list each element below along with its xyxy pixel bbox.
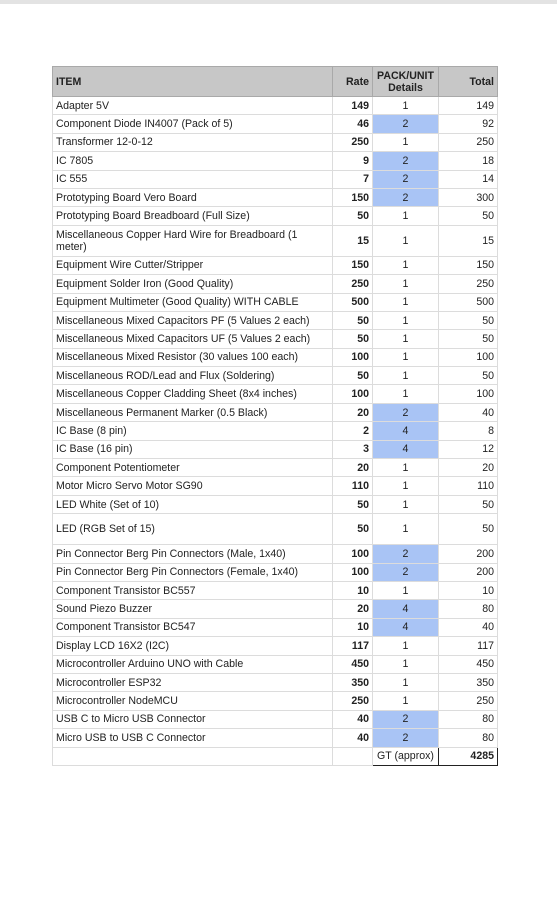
item-cell: Microcontroller NodeMCU bbox=[53, 692, 333, 710]
pack-cell: 1 bbox=[373, 97, 439, 115]
item-cell: IC Base (16 pin) bbox=[53, 440, 333, 458]
rate-cell: 40 bbox=[333, 710, 373, 728]
pack-cell: 1 bbox=[373, 330, 439, 348]
table-row bbox=[53, 637, 498, 655]
table-row bbox=[53, 655, 498, 673]
gt-empty-rate bbox=[333, 747, 373, 765]
total-cell: 200 bbox=[439, 545, 498, 563]
pack-cell: 2 bbox=[373, 188, 439, 206]
rate-cell: 100 bbox=[333, 385, 373, 403]
item-cell: Display LCD 16X2 (I2C) bbox=[53, 637, 333, 655]
item-cell: IC Base (8 pin) bbox=[53, 422, 333, 440]
rate-cell: 50 bbox=[333, 330, 373, 348]
table-row bbox=[53, 729, 498, 747]
total-cell: 12 bbox=[439, 440, 498, 458]
table-row bbox=[53, 440, 498, 458]
item-cell: Component Potentiometer bbox=[53, 459, 333, 477]
item-cell: IC 7805 bbox=[53, 152, 333, 170]
table-row bbox=[53, 330, 498, 348]
table-row bbox=[53, 514, 498, 545]
pack-cell: 4 bbox=[373, 600, 439, 618]
pack-cell: 2 bbox=[373, 563, 439, 581]
total-cell: 92 bbox=[439, 115, 498, 133]
total-cell: 15 bbox=[439, 225, 498, 256]
rate-cell: 450 bbox=[333, 655, 373, 673]
table-row bbox=[53, 188, 498, 206]
item-cell: Equipment Solder Iron (Good Quality) bbox=[53, 275, 333, 293]
header-pack-unit bbox=[373, 67, 439, 97]
header-pack-line1: PACK/UNIT bbox=[377, 69, 434, 82]
table-row bbox=[53, 115, 498, 133]
bill-of-materials-table bbox=[52, 66, 498, 766]
total-cell: 250 bbox=[439, 133, 498, 151]
rate-cell: 50 bbox=[333, 367, 373, 385]
gt-empty-item bbox=[53, 747, 333, 765]
table-row bbox=[53, 97, 498, 115]
pack-cell: 2 bbox=[373, 170, 439, 188]
rate-cell: 50 bbox=[333, 514, 373, 545]
total-cell: 80 bbox=[439, 710, 498, 728]
table-row bbox=[53, 367, 498, 385]
item-cell: Prototyping Board Vero Board bbox=[53, 188, 333, 206]
item-cell: Micro USB to USB C Connector bbox=[53, 729, 333, 747]
total-cell: 100 bbox=[439, 385, 498, 403]
rate-cell: 9 bbox=[333, 152, 373, 170]
total-cell: 80 bbox=[439, 729, 498, 747]
item-cell: Miscellaneous Copper Cladding Sheet (8x4 inches) bbox=[53, 385, 333, 403]
table-row bbox=[53, 225, 498, 256]
rate-cell: 110 bbox=[333, 477, 373, 495]
total-cell: 110 bbox=[439, 477, 498, 495]
pack-cell: 1 bbox=[373, 655, 439, 673]
item-cell: USB C to Micro USB Connector bbox=[53, 710, 333, 728]
header-total: Total bbox=[439, 67, 498, 97]
grand-total-value: 4285 bbox=[439, 747, 498, 765]
rate-cell: 7 bbox=[333, 170, 373, 188]
total-cell: 20 bbox=[439, 459, 498, 477]
item-cell: Motor Micro Servo Motor SG90 bbox=[53, 477, 333, 495]
total-cell: 80 bbox=[439, 600, 498, 618]
pack-cell: 1 bbox=[373, 385, 439, 403]
item-cell: Equipment Wire Cutter/Stripper bbox=[53, 256, 333, 274]
total-cell: 150 bbox=[439, 256, 498, 274]
rate-cell: 20 bbox=[333, 600, 373, 618]
pack-cell: 2 bbox=[373, 710, 439, 728]
total-cell: 40 bbox=[439, 403, 498, 421]
table-row bbox=[53, 600, 498, 618]
pack-cell: 1 bbox=[373, 275, 439, 293]
pack-cell: 2 bbox=[373, 545, 439, 563]
table-row bbox=[53, 275, 498, 293]
table-row bbox=[53, 348, 498, 366]
header-item: ITEM bbox=[53, 67, 333, 97]
grand-total-row bbox=[53, 747, 498, 765]
table-row bbox=[53, 293, 498, 311]
table-row bbox=[53, 256, 498, 274]
rate-cell: 250 bbox=[333, 692, 373, 710]
rate-cell: 3 bbox=[333, 440, 373, 458]
table-row bbox=[53, 581, 498, 599]
item-cell: LED White (Set of 10) bbox=[53, 495, 333, 513]
table-row bbox=[53, 692, 498, 710]
rate-cell: 2 bbox=[333, 422, 373, 440]
total-cell: 300 bbox=[439, 188, 498, 206]
pack-cell: 1 bbox=[373, 133, 439, 151]
rate-cell: 50 bbox=[333, 207, 373, 225]
table-row bbox=[53, 673, 498, 691]
total-cell: 50 bbox=[439, 514, 498, 545]
pack-cell: 1 bbox=[373, 293, 439, 311]
item-cell: Miscellaneous Mixed Capacitors UF (5 Values 2 each) bbox=[53, 330, 333, 348]
rate-cell: 250 bbox=[333, 133, 373, 151]
rate-cell: 40 bbox=[333, 729, 373, 747]
pack-cell: 1 bbox=[373, 207, 439, 225]
total-cell: 18 bbox=[439, 152, 498, 170]
item-cell: Component Transistor BC547 bbox=[53, 618, 333, 636]
pack-cell: 1 bbox=[373, 256, 439, 274]
item-cell: IC 555 bbox=[53, 170, 333, 188]
pack-cell: 1 bbox=[373, 692, 439, 710]
table-row bbox=[53, 477, 498, 495]
total-cell: 117 bbox=[439, 637, 498, 655]
table-row bbox=[53, 563, 498, 581]
item-cell: Miscellaneous Mixed Capacitors PF (5 Values 2 each) bbox=[53, 311, 333, 329]
pack-cell: 4 bbox=[373, 422, 439, 440]
total-cell: 40 bbox=[439, 618, 498, 636]
rate-cell: 117 bbox=[333, 637, 373, 655]
total-cell: 10 bbox=[439, 581, 498, 599]
rate-cell: 50 bbox=[333, 311, 373, 329]
table-row bbox=[53, 710, 498, 728]
rate-cell: 46 bbox=[333, 115, 373, 133]
total-cell: 250 bbox=[439, 692, 498, 710]
rate-cell: 100 bbox=[333, 563, 373, 581]
total-cell: 50 bbox=[439, 495, 498, 513]
item-cell: Miscellaneous Permanent Marker (0.5 Black) bbox=[53, 403, 333, 421]
pack-cell: 2 bbox=[373, 403, 439, 421]
total-cell: 8 bbox=[439, 422, 498, 440]
pack-cell: 4 bbox=[373, 440, 439, 458]
pack-cell: 1 bbox=[373, 637, 439, 655]
item-cell: Prototyping Board Breadboard (Full Size) bbox=[53, 207, 333, 225]
total-cell: 50 bbox=[439, 330, 498, 348]
item-cell: Sound Piezo Buzzer bbox=[53, 600, 333, 618]
rate-cell: 20 bbox=[333, 459, 373, 477]
header-pack-line2: Details bbox=[388, 81, 423, 94]
rate-cell: 100 bbox=[333, 545, 373, 563]
total-cell: 100 bbox=[439, 348, 498, 366]
item-cell: Miscellaneous ROD/Lead and Flux (Soldering) bbox=[53, 367, 333, 385]
pack-cell: 1 bbox=[373, 477, 439, 495]
total-cell: 149 bbox=[439, 97, 498, 115]
item-cell: Equipment Multimeter (Good Quality) WITH CABLE bbox=[53, 293, 333, 311]
pack-cell: 1 bbox=[373, 367, 439, 385]
total-cell: 200 bbox=[439, 563, 498, 581]
rate-cell: 150 bbox=[333, 256, 373, 274]
table-row bbox=[53, 422, 498, 440]
pack-cell: 1 bbox=[373, 495, 439, 513]
total-cell: 500 bbox=[439, 293, 498, 311]
table-row bbox=[53, 133, 498, 151]
total-cell: 250 bbox=[439, 275, 498, 293]
table-row bbox=[53, 459, 498, 477]
pack-cell: 1 bbox=[373, 311, 439, 329]
item-cell: Pin Connector Berg Pin Connectors (Female, 1x40) bbox=[53, 563, 333, 581]
total-cell: 50 bbox=[439, 311, 498, 329]
table-row bbox=[53, 207, 498, 225]
table-row bbox=[53, 170, 498, 188]
item-cell: Miscellaneous Copper Hard Wire for Breadboard (1 meter) bbox=[53, 225, 333, 256]
total-cell: 14 bbox=[439, 170, 498, 188]
rate-cell: 250 bbox=[333, 275, 373, 293]
header-rate: Rate bbox=[333, 67, 373, 97]
rate-cell: 10 bbox=[333, 618, 373, 636]
pack-cell: 1 bbox=[373, 225, 439, 256]
rate-cell: 10 bbox=[333, 581, 373, 599]
item-cell: Microcontroller Arduino UNO with Cable bbox=[53, 655, 333, 673]
table-row bbox=[53, 495, 498, 513]
item-cell: Transformer 12-0-12 bbox=[53, 133, 333, 151]
item-cell: Pin Connector Berg Pin Connectors (Male, 1x40) bbox=[53, 545, 333, 563]
table-row bbox=[53, 385, 498, 403]
table-row bbox=[53, 403, 498, 421]
rate-cell: 149 bbox=[333, 97, 373, 115]
pack-cell: 1 bbox=[373, 514, 439, 545]
item-cell: Component Diode IN4007 (Pack of 5) bbox=[53, 115, 333, 133]
grand-total-label: GT (approx) bbox=[373, 747, 439, 765]
rate-cell: 15 bbox=[333, 225, 373, 256]
table-row bbox=[53, 545, 498, 563]
rate-cell: 20 bbox=[333, 403, 373, 421]
item-cell: Adapter 5V bbox=[53, 97, 333, 115]
rate-cell: 100 bbox=[333, 348, 373, 366]
pack-cell: 4 bbox=[373, 618, 439, 636]
header-row bbox=[53, 67, 498, 97]
rate-cell: 500 bbox=[333, 293, 373, 311]
total-cell: 350 bbox=[439, 673, 498, 691]
pack-cell: 2 bbox=[373, 115, 439, 133]
rate-cell: 350 bbox=[333, 673, 373, 691]
item-cell: Component Transistor BC557 bbox=[53, 581, 333, 599]
pack-cell: 2 bbox=[373, 152, 439, 170]
top-border bbox=[0, 0, 557, 4]
rate-cell: 50 bbox=[333, 495, 373, 513]
total-cell: 450 bbox=[439, 655, 498, 673]
item-cell: Microcontroller ESP32 bbox=[53, 673, 333, 691]
item-cell: LED (RGB Set of 15) bbox=[53, 514, 333, 545]
pack-cell: 1 bbox=[373, 581, 439, 599]
table-row bbox=[53, 311, 498, 329]
total-cell: 50 bbox=[439, 367, 498, 385]
pack-cell: 2 bbox=[373, 729, 439, 747]
rate-cell: 150 bbox=[333, 188, 373, 206]
pack-cell: 1 bbox=[373, 673, 439, 691]
total-cell: 50 bbox=[439, 207, 498, 225]
pack-cell: 1 bbox=[373, 348, 439, 366]
table-row bbox=[53, 152, 498, 170]
pack-cell: 1 bbox=[373, 459, 439, 477]
item-cell: Miscellaneous Mixed Resistor (30 values 100 each) bbox=[53, 348, 333, 366]
table-row bbox=[53, 618, 498, 636]
